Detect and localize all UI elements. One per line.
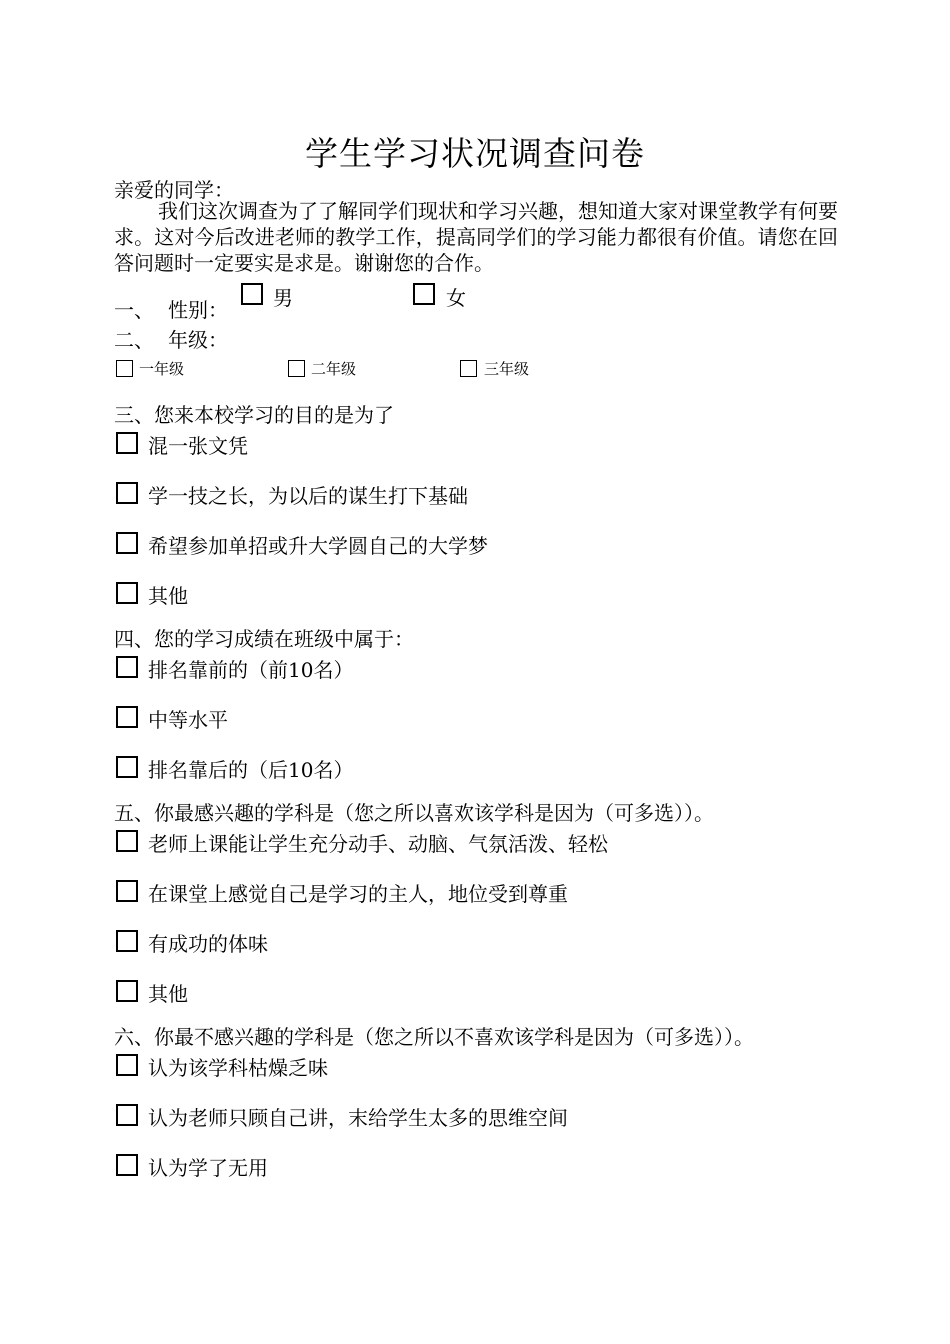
q3-option-2: 学一技之长，为以后的谋生打下基础 xyxy=(148,484,468,508)
greeting: 亲爱的同学： xyxy=(114,178,234,202)
q6-checkbox-1[interactable] xyxy=(116,1054,138,1076)
q2-checkbox-grade2[interactable] xyxy=(288,360,305,377)
q3-option-1: 混一张文凭 xyxy=(148,434,248,458)
q6-checkbox-3[interactable] xyxy=(116,1154,138,1176)
q6-option-3: 认为学了无用 xyxy=(148,1156,268,1180)
q1-option-female: 女 xyxy=(446,286,466,310)
q3-option-4: 其他 xyxy=(148,584,188,608)
q2-label-row xyxy=(114,324,228,353)
q5-question: 五、你最感兴趣的学科是（您之所以喜欢该学科是因为（可多选））。 xyxy=(114,801,714,825)
q1-label-row xyxy=(114,294,228,323)
q1-checkbox-male[interactable] xyxy=(241,283,263,305)
q1-number: 一、 xyxy=(114,298,154,322)
q5-checkbox-2[interactable] xyxy=(116,880,138,902)
q4-option-1: 排名靠前的（前10名） xyxy=(148,658,354,682)
q2-option-grade2: 二年级 xyxy=(311,360,357,378)
q5-option-1: 老师上课能让学生充分动手、动脑、气氛活泼、轻松 xyxy=(148,832,608,856)
q5-option-3: 有成功的体味 xyxy=(148,932,268,956)
q2-option-grade3: 三年级 xyxy=(484,360,530,378)
q5-checkbox-1[interactable] xyxy=(116,830,138,852)
q5-option-2: 在课堂上感觉自己是学习的主人，地位受到尊重 xyxy=(148,882,568,906)
q1-checkbox-female[interactable] xyxy=(413,283,435,305)
q6-checkbox-2[interactable] xyxy=(116,1104,138,1126)
q4-option-3: 排名靠后的（后10名） xyxy=(148,758,354,782)
q4-checkbox-2[interactable] xyxy=(116,706,138,728)
q3-checkbox-1[interactable] xyxy=(116,432,138,454)
q3-option-3: 希望参加单招或升大学圆自己的大学梦 xyxy=(148,534,488,558)
q5-checkbox-3[interactable] xyxy=(116,930,138,952)
page-title: 学生学习状况调查问卷 xyxy=(305,134,645,173)
intro-paragraph: 我们这次调查为了了解同学们现状和学习兴趣，想知道大家对课堂教学有何要求。这对今后改进老师的教学工作，提高同学们的学习能力都很有价值。请您在回答问题时一定要实是求是。谢谢您的合作。 xyxy=(114,199,838,275)
q2-checkbox-grade1[interactable] xyxy=(116,360,133,377)
q1-label: 性别： xyxy=(168,298,228,322)
q2-checkbox-grade3[interactable] xyxy=(460,360,477,377)
q6-option-2: 认为老师只顾自己讲，末给学生太多的思维空间 xyxy=(148,1106,568,1130)
q2-number: 二、 xyxy=(114,328,154,352)
q2-option-grade1: 一年级 xyxy=(139,360,185,378)
q2-label: 年级： xyxy=(168,328,228,352)
q4-checkbox-1[interactable] xyxy=(116,656,138,678)
q3-checkbox-2[interactable] xyxy=(116,482,138,504)
q6-question: 六、你最不感兴趣的学科是（您之所以不喜欢该学科是因为（可多选））。 xyxy=(114,1025,754,1049)
q5-checkbox-4[interactable] xyxy=(116,980,138,1002)
q5-option-4: 其他 xyxy=(148,982,188,1006)
q4-question: 四、您的学习成绩在班级中属于： xyxy=(114,627,414,651)
q4-checkbox-3[interactable] xyxy=(116,756,138,778)
q1-option-male: 男 xyxy=(273,286,293,310)
q4-option-2: 中等水平 xyxy=(148,708,228,732)
q3-checkbox-3[interactable] xyxy=(116,532,138,554)
q6-option-1: 认为该学科枯燥乏味 xyxy=(148,1056,328,1080)
q3-question: 三、您来本校学习的目的是为了 xyxy=(114,403,394,427)
q3-checkbox-4[interactable] xyxy=(116,582,138,604)
